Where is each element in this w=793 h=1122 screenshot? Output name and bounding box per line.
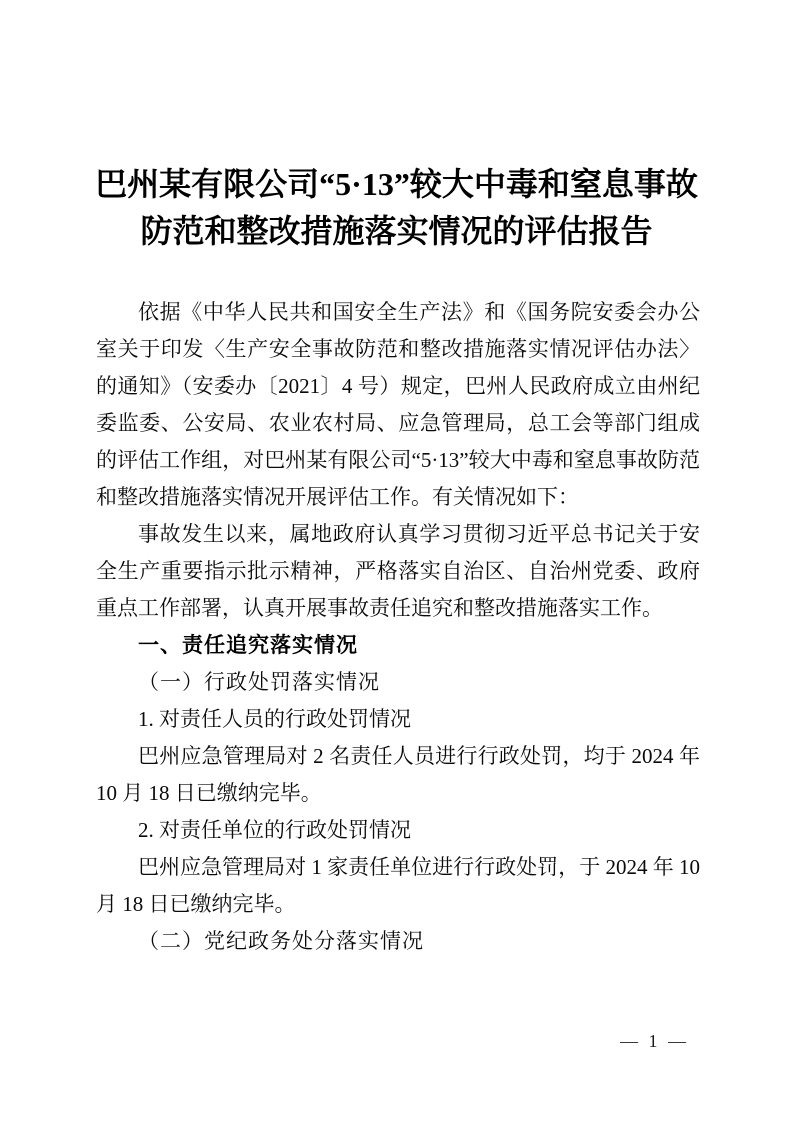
subsection-heading-admin-penalty: （一）行政处罚落实情况 (138, 670, 380, 694)
paragraph-unit-penalty: 巴州应急管理局对 1 家责任单位进行行政处罚，于 2024 年 10 月 18 日已缴纳完毕。 (96, 855, 700, 916)
paragraph-legal-basis: 依据《中华人民共和国安全生产法》和《国务院安委会办公室关于印发〈生产安全事故防范和整改措施落实情况评估办法〉的通知》（安委办〔2021〕4 号）规定，巴州人民政府成立由州纪委监委、公安局、农业农村局、应急管理局，总工会等部门组成的评估工作组，对巴州某有限公司“5·13”较大中毒和窒息事故防范和整改措施落实情况开展评估工作。有关情况如下： (96, 300, 700, 509)
paragraph-work-overview: 事故发生以来，属地政府认真学习贯彻习近平总书记关于安全生产重要指示批示精神，严格落实自治区、自治州党委、政府重点工作部署，认真开展事故责任追究和整改措施落实工作。 (96, 522, 700, 620)
subsection-heading-party-discipline: （二）党纪政务处分落实情况 (138, 929, 424, 953)
item-heading-personnel-penalty: 1. 对责任人员的行政处罚情况 (138, 707, 411, 731)
report-body (96, 294, 700, 960)
paragraph-personnel-penalty: 巴州应急管理局对 2 名责任人员进行行政处罚，均于 2024 年 10 月 18 日已缴纳完毕。 (96, 744, 700, 805)
report-title-line1: 巴州某有限公司“5·13”较大中毒和窒息事故 (95, 166, 698, 202)
item-heading-unit-penalty: 2. 对责任单位的行政处罚情况 (138, 818, 411, 842)
page-number: — 1 — (620, 1031, 689, 1051)
section-heading-responsibility: 一、责任追究落实情况 (138, 633, 358, 657)
report-title-line2: 防范和整改措施落实情况的评估报告 (140, 213, 653, 249)
report-title (80, 161, 713, 255)
